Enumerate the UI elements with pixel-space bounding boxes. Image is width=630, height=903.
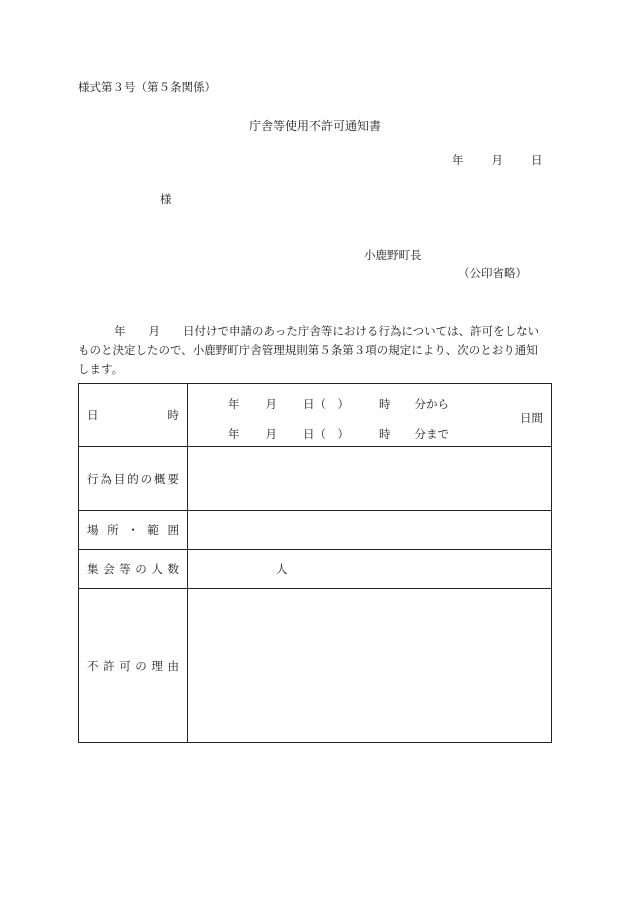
document-title: 庁舎等使用不許可通知書 (248, 119, 381, 133)
datetime-label: 日 時 (79, 384, 188, 447)
attendees-row (79, 550, 552, 589)
purpose-label-char: 要 (167, 471, 179, 486)
attendees-label-char: 等 (119, 562, 131, 576)
form-number: 様式第３号（第５条関係） (78, 80, 216, 94)
reason-label-char: 理 (151, 658, 163, 673)
attendees-label (79, 550, 188, 589)
attendees-label-char: 人 (151, 562, 163, 576)
attendees-label-char: の (135, 562, 147, 576)
reason-label (79, 589, 188, 743)
attendees-label-char: 数 (167, 562, 179, 576)
attendees-label-char: 会 (103, 562, 115, 576)
date-year: 年 (452, 153, 464, 167)
place-label-char: 場 (87, 523, 99, 537)
issuer-name: 小鹿野町長 (364, 248, 422, 262)
issue-date (452, 155, 543, 167)
reason-row (79, 589, 552, 743)
reason-label-char: 可 (119, 658, 131, 673)
datetime-from: 年 月 日（ ） 時 分から (228, 397, 449, 411)
reason-label-char: 由 (167, 658, 179, 673)
reason-label-char: 許 (103, 658, 115, 673)
reason-label-char: 不 (87, 658, 99, 673)
purpose-label-char: 行 (87, 471, 99, 486)
body-line-1: 年 月 日付けで申請のあった庁舎等における行為については、許可をしない (114, 324, 540, 338)
attendees-field[interactable] (188, 550, 552, 589)
place-label-char: 囲 (167, 523, 179, 537)
addressee-suffix: 様 (160, 192, 172, 206)
attendees-unit: 人 (276, 562, 288, 576)
place-row (79, 511, 552, 550)
purpose-label-char: 目 (113, 471, 126, 486)
purpose-label-char: 概 (154, 471, 166, 486)
purpose-label-char: 為 (100, 471, 112, 486)
purpose-label-char: の (140, 471, 153, 486)
datetime-field[interactable] (188, 384, 552, 447)
attendees-label-char: 集 (87, 562, 99, 576)
purpose-row (79, 447, 552, 511)
place-label-char: 範 (147, 523, 159, 537)
place-label-char: ・ (127, 523, 139, 537)
datetime-to: 年 月 日（ ） 時 分まで (228, 427, 449, 441)
reason-field[interactable] (188, 589, 552, 743)
purpose-label-char: 的 (127, 471, 139, 486)
date-month: 月 (491, 153, 503, 167)
body-line-2: ものと決定したので、小鹿野町庁舎管理規則第５条第３項の規定により、次のとおり通知 (78, 343, 538, 357)
reason-label-char: の (135, 658, 147, 673)
date-day: 日 (531, 153, 543, 167)
place-label (79, 511, 188, 550)
days-suffix: 日間 (520, 411, 543, 425)
purpose-field[interactable] (188, 447, 552, 511)
notice-body (78, 322, 552, 379)
place-label-char: 所 (107, 523, 119, 537)
place-field[interactable] (188, 511, 552, 550)
body-line-3: します。 (78, 362, 124, 376)
details-table (78, 383, 552, 743)
datetime-row (79, 384, 552, 447)
purpose-label (79, 447, 188, 511)
seal-note: （公印省略） (458, 266, 527, 280)
